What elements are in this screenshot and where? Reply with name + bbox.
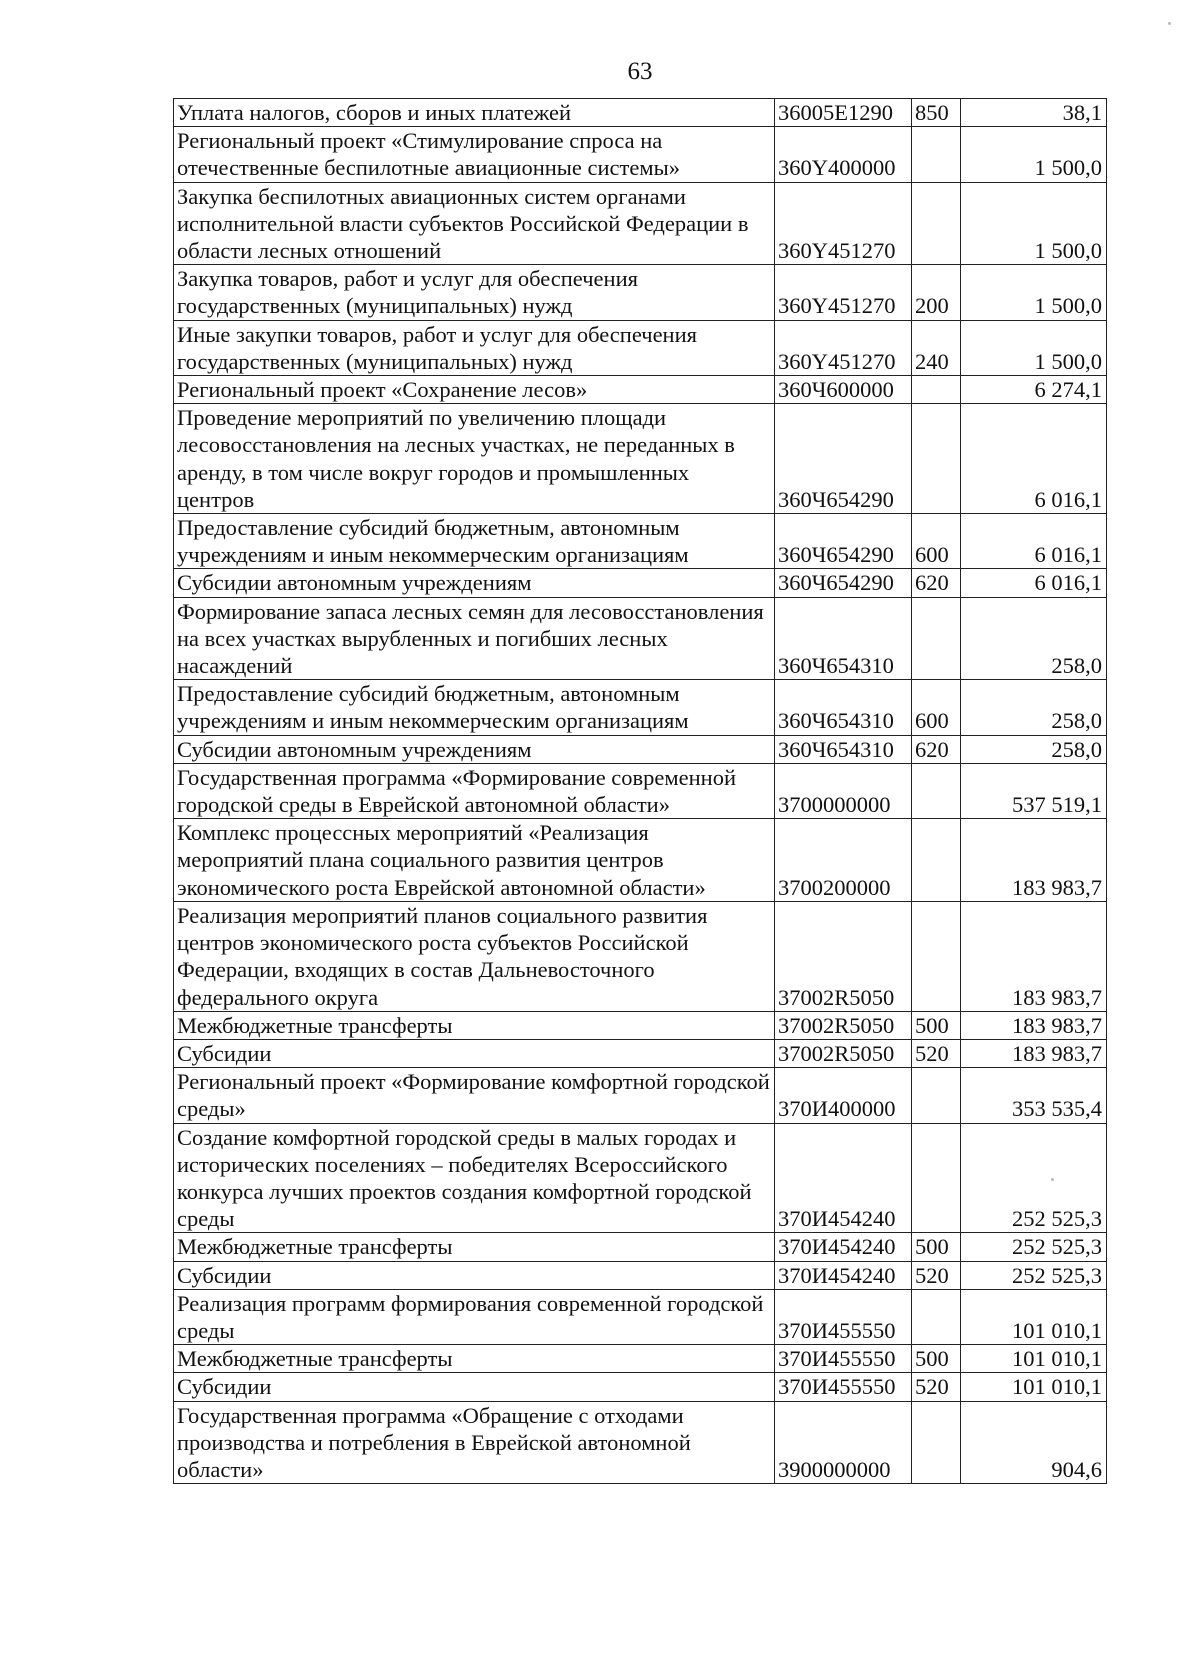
table-row bbox=[174, 1289, 1107, 1344]
row-expense-type-cell: 500 bbox=[912, 1345, 961, 1373]
budget-table bbox=[173, 98, 1107, 1484]
row-name-cell: Межбюджетные трансферты bbox=[174, 1345, 775, 1373]
table-row bbox=[174, 901, 1107, 1011]
row-amount-cell: 258,0 bbox=[961, 597, 1107, 680]
row-name-cell: Субсидии bbox=[174, 1373, 775, 1401]
row-expense-type-cell bbox=[912, 597, 961, 680]
row-amount-cell: 101 010,1 bbox=[961, 1345, 1107, 1373]
row-code-cell: 370И455550 bbox=[775, 1373, 912, 1401]
row-amount-cell: 183 983,7 bbox=[961, 819, 1107, 902]
row-code-cell: 370И455550 bbox=[775, 1345, 912, 1373]
table-row bbox=[174, 376, 1107, 404]
row-expense-type-cell: 200 bbox=[912, 265, 961, 320]
table-row bbox=[174, 1345, 1107, 1373]
scan-speck bbox=[1168, 22, 1171, 25]
table-row bbox=[174, 1261, 1107, 1289]
table-row bbox=[174, 514, 1107, 569]
row-amount-cell: 183 983,7 bbox=[961, 901, 1107, 1011]
row-amount-cell: 101 010,1 bbox=[961, 1289, 1107, 1344]
table-row bbox=[174, 680, 1107, 735]
row-amount-cell: 904,6 bbox=[961, 1401, 1107, 1484]
row-amount-cell: 258,0 bbox=[961, 735, 1107, 763]
row-amount-cell: 1 500,0 bbox=[961, 265, 1107, 320]
row-expense-type-cell bbox=[912, 376, 961, 404]
row-amount-cell: 252 525,3 bbox=[961, 1261, 1107, 1289]
table-row bbox=[174, 1233, 1107, 1261]
row-code-cell: 370И454240 bbox=[775, 1233, 912, 1261]
row-name-cell: Реализация программ формирования современной городской среды bbox=[174, 1289, 775, 1344]
row-name-cell: Формирование запаса лесных семян для лесовосстановления на всех участках вырубленных и погибших лесных насаждений bbox=[174, 597, 775, 680]
table-row bbox=[174, 265, 1107, 320]
row-code-cell: 360Ч654310 bbox=[775, 597, 912, 680]
row-amount-cell: 258,0 bbox=[961, 680, 1107, 735]
page-number: 63 bbox=[627, 58, 653, 85]
row-code-cell: 37002R5050 bbox=[775, 1011, 912, 1039]
row-amount-cell: 6 016,1 bbox=[961, 404, 1107, 514]
row-name-cell: Региональный проект «Стимулирование спроса на отечественные беспилотные авиационные системы» bbox=[174, 127, 775, 182]
row-name-cell: Субсидии bbox=[174, 1261, 775, 1289]
row-code-cell: 3900000000 bbox=[775, 1401, 912, 1484]
table-row bbox=[174, 182, 1107, 265]
row-name-cell: Закупка беспилотных авиационных систем органами исполнительной власти субъектов Российской Федерации в области лесных отношений bbox=[174, 182, 775, 265]
row-name-cell: Региональный проект «Сохранение лесов» bbox=[174, 376, 775, 404]
row-name-cell: Реализация мероприятий планов социального развития центров экономического роста субъектов Российской Федерации, входящих в состав Дальневосточного федерального округа bbox=[174, 901, 775, 1011]
row-expense-type-cell: 620 bbox=[912, 569, 961, 597]
row-expense-type-cell bbox=[912, 182, 961, 265]
table-row bbox=[174, 1068, 1107, 1123]
row-name-cell: Субсидии автономным учреждениям bbox=[174, 735, 775, 763]
row-name-cell: Региональный проект «Формирование комфортной городской среды» bbox=[174, 1068, 775, 1123]
table-row bbox=[174, 99, 1107, 127]
row-code-cell: 360Ч600000 bbox=[775, 376, 912, 404]
row-expense-type-cell bbox=[912, 127, 961, 182]
row-name-cell: Государственная программа «Формирование современной городской среды в Еврейской автономной области» bbox=[174, 763, 775, 818]
row-amount-cell: 183 983,7 bbox=[961, 1011, 1107, 1039]
table-row bbox=[174, 127, 1107, 182]
row-expense-type-cell bbox=[912, 1068, 961, 1123]
row-code-cell: 360Y400000 bbox=[775, 127, 912, 182]
row-expense-type-cell: 520 bbox=[912, 1373, 961, 1401]
row-amount-cell: 353 535,4 bbox=[961, 1068, 1107, 1123]
row-expense-type-cell: 500 bbox=[912, 1233, 961, 1261]
row-name-cell: Комплекс процессных мероприятий «Реализация мероприятий плана социального развития центров экономического роста Еврейской автономной области» bbox=[174, 819, 775, 902]
row-code-cell: 37002R5050 bbox=[775, 901, 912, 1011]
row-code-cell: 370И455550 bbox=[775, 1289, 912, 1344]
row-amount-cell: 1 500,0 bbox=[961, 320, 1107, 375]
table-row bbox=[174, 763, 1107, 818]
table-row bbox=[174, 819, 1107, 902]
budget-table-body bbox=[174, 99, 1107, 1484]
row-name-cell: Закупка товаров, работ и услуг для обеспечения государственных (муниципальных) нужд bbox=[174, 265, 775, 320]
row-amount-cell: 1 500,0 bbox=[961, 127, 1107, 182]
row-amount-cell: 6 274,1 bbox=[961, 376, 1107, 404]
row-code-cell: 370И454240 bbox=[775, 1123, 912, 1233]
row-amount-cell: 101 010,1 bbox=[961, 1373, 1107, 1401]
row-expense-type-cell bbox=[912, 1289, 961, 1344]
row-expense-type-cell bbox=[912, 1123, 961, 1233]
table-row bbox=[174, 1373, 1107, 1401]
row-amount-cell: 252 525,3 bbox=[961, 1123, 1107, 1233]
table-row bbox=[174, 1011, 1107, 1039]
row-code-cell: 3700200000 bbox=[775, 819, 912, 902]
table-row bbox=[174, 735, 1107, 763]
row-code-cell: 3700000000 bbox=[775, 763, 912, 818]
row-amount-cell: 38,1 bbox=[961, 99, 1107, 127]
row-expense-type-cell: 520 bbox=[912, 1261, 961, 1289]
row-code-cell: 360Ч654310 bbox=[775, 735, 912, 763]
row-expense-type-cell bbox=[912, 819, 961, 902]
row-code-cell: 360Ч654290 bbox=[775, 514, 912, 569]
table-row bbox=[174, 1039, 1107, 1067]
row-name-cell: Проведение мероприятий по увеличению площади лесовосстановления на лесных участках, не переданных в аренду, в том числе вокруг городов и промышленных центров bbox=[174, 404, 775, 514]
table-row bbox=[174, 1401, 1107, 1484]
row-code-cell: 360Ч654310 bbox=[775, 680, 912, 735]
row-expense-type-cell: 850 bbox=[912, 99, 961, 127]
row-expense-type-cell: 620 bbox=[912, 735, 961, 763]
row-expense-type-cell bbox=[912, 404, 961, 514]
row-expense-type-cell: 600 bbox=[912, 514, 961, 569]
row-code-cell: 360Y451270 bbox=[775, 320, 912, 375]
row-code-cell: 370И400000 bbox=[775, 1068, 912, 1123]
row-name-cell: Уплата налогов, сборов и иных платежей bbox=[174, 99, 775, 127]
row-code-cell: 36005Е1290 bbox=[775, 99, 912, 127]
row-name-cell: Создание комфортной городской среды в малых городах и исторических поселениях – победителях Всероссийского конкурса лучших проектов создания комфортной городской среды bbox=[174, 1123, 775, 1233]
row-expense-type-cell bbox=[912, 763, 961, 818]
row-code-cell: 360Ч654290 bbox=[775, 404, 912, 514]
row-name-cell: Предоставление субсидий бюджетным, автономным учреждениям и иным некоммерческим организациям bbox=[174, 680, 775, 735]
row-code-cell: 360Y451270 bbox=[775, 265, 912, 320]
row-amount-cell: 1 500,0 bbox=[961, 182, 1107, 265]
row-amount-cell: 252 525,3 bbox=[961, 1233, 1107, 1261]
row-name-cell: Государственная программа «Обращение с отходами производства и потребления в Еврейской автономной области» bbox=[174, 1401, 775, 1484]
row-code-cell: 370И454240 bbox=[775, 1261, 912, 1289]
row-code-cell: 37002R5050 bbox=[775, 1039, 912, 1067]
table-row bbox=[174, 1123, 1107, 1233]
table-row bbox=[174, 597, 1107, 680]
row-amount-cell: 6 016,1 bbox=[961, 514, 1107, 569]
row-expense-type-cell bbox=[912, 1401, 961, 1484]
row-code-cell: 360Ч654290 bbox=[775, 569, 912, 597]
row-expense-type-cell: 520 bbox=[912, 1039, 961, 1067]
row-name-cell: Межбюджетные трансферты bbox=[174, 1233, 775, 1261]
scan-speck bbox=[1051, 1178, 1054, 1181]
table-row bbox=[174, 404, 1107, 514]
row-name-cell: Межбюджетные трансферты bbox=[174, 1011, 775, 1039]
table-row bbox=[174, 569, 1107, 597]
row-expense-type-cell bbox=[912, 901, 961, 1011]
row-name-cell: Субсидии автономным учреждениям bbox=[174, 569, 775, 597]
row-name-cell: Иные закупки товаров, работ и услуг для обеспечения государственных (муниципальных) нужд bbox=[174, 320, 775, 375]
row-amount-cell: 183 983,7 bbox=[961, 1039, 1107, 1067]
row-expense-type-cell: 240 bbox=[912, 320, 961, 375]
row-expense-type-cell: 500 bbox=[912, 1011, 961, 1039]
table-row bbox=[174, 320, 1107, 375]
row-amount-cell: 6 016,1 bbox=[961, 569, 1107, 597]
row-expense-type-cell: 600 bbox=[912, 680, 961, 735]
row-name-cell: Предоставление субсидий бюджетным, автономным учреждениям и иным некоммерческим организациям bbox=[174, 514, 775, 569]
row-amount-cell: 537 519,1 bbox=[961, 763, 1107, 818]
row-name-cell: Субсидии bbox=[174, 1039, 775, 1067]
row-code-cell: 360Y451270 bbox=[775, 182, 912, 265]
